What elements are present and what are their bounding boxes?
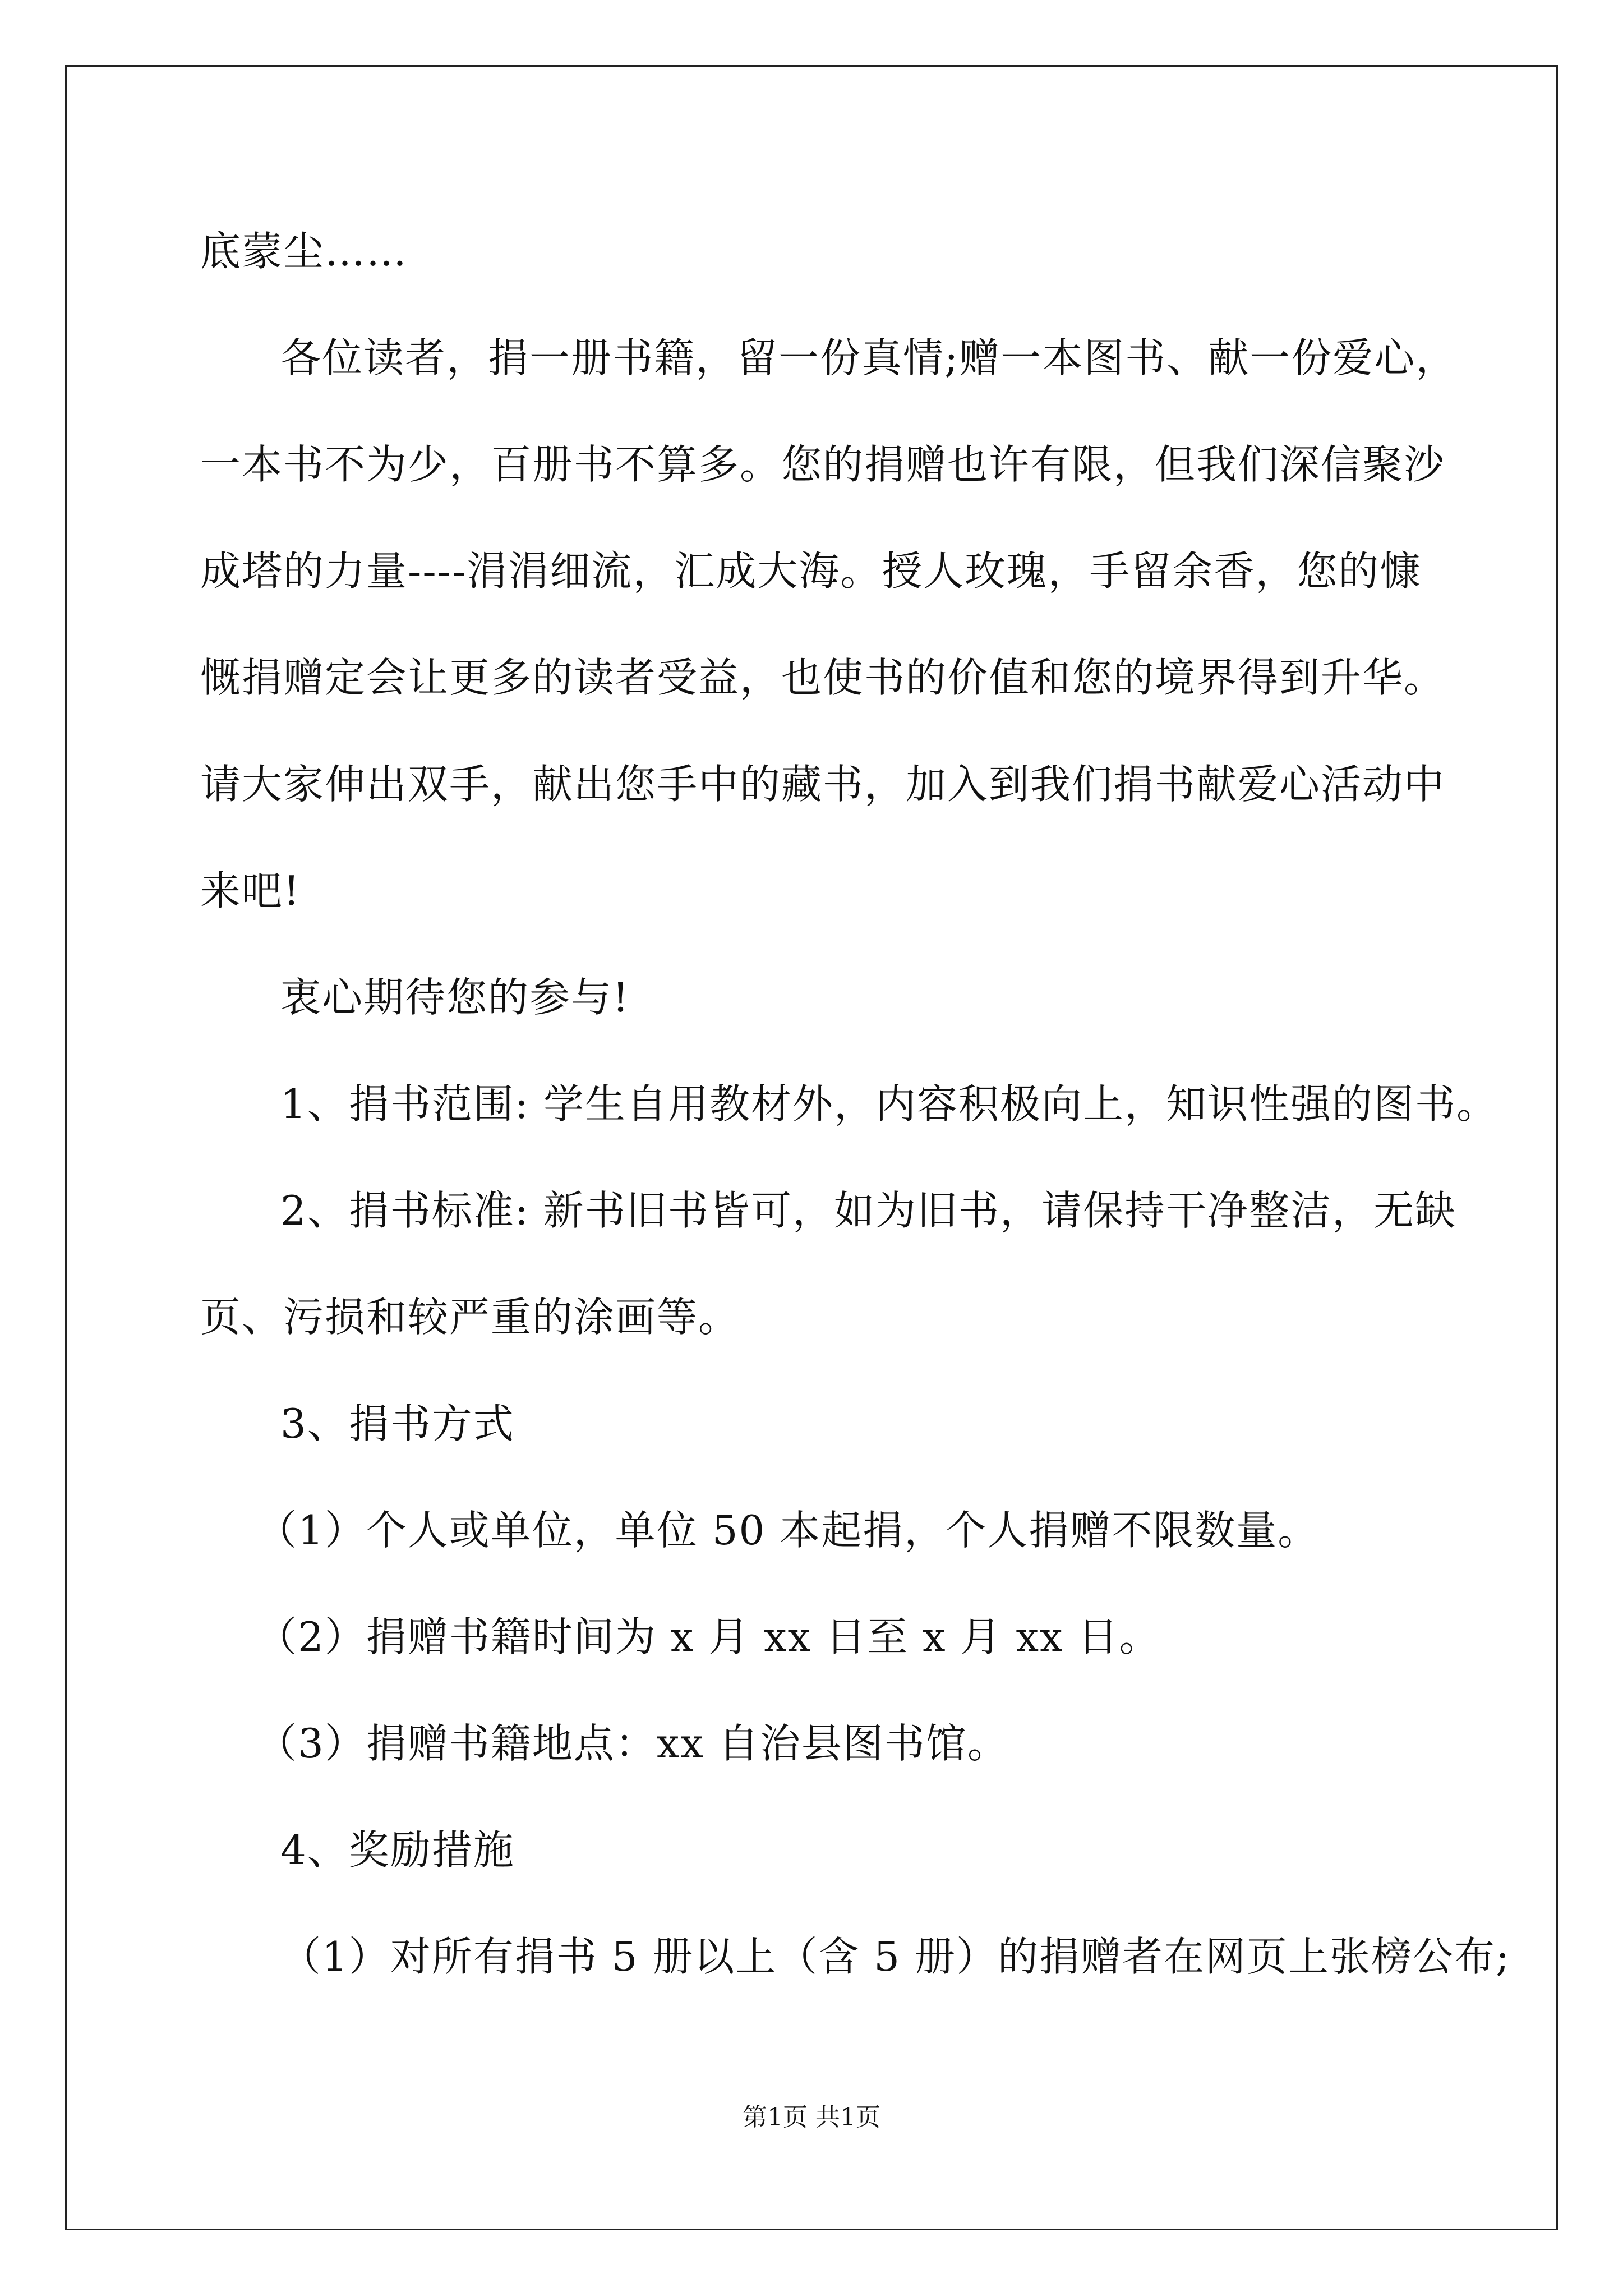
text-line: 1、捐书范围: 学生自用教材外，内容积极向上，知识性强的图书。 <box>280 1080 1498 1128</box>
text-line: （1）对所有捐书 5 册以上（含 5 册）的捐赠者在网页上张榜公布; <box>280 1933 1511 1980</box>
text-line: 2、捐书标准: 新书旧书皆可，如为旧书，请保持干净整洁，无缺 <box>280 1187 1456 1234</box>
text-line: 来吧! <box>200 867 301 914</box>
text-line: 衷心期待您的参与! <box>280 974 630 1021</box>
text-line: （2）捐赠书籍时间为 x 月 xx 日至 x 月 xx 日。 <box>256 1613 1161 1660</box>
text-line: 慨捐赠定会让更多的读者受益，也使书的价值和您的境界得到升华。 <box>200 654 1446 701</box>
page-footer: 第1页 共1页 <box>743 2103 880 2132</box>
text-line: 一本书不为少，百册书不算多。您的捐赠也许有限，但我们深信聚沙 <box>200 441 1446 488</box>
text-line: 各位读者，捐一册书籍，留一份真情;赠一本图书、献一份爱心， <box>280 334 1458 381</box>
text-line: 底蒙尘…… <box>200 228 408 275</box>
text-line: 3、捐书方式 <box>280 1400 515 1447</box>
text-line: 请大家伸出双手，献出您手中的藏书，加入到我们捐书献爱心活动中 <box>200 761 1446 808</box>
page-border <box>65 65 1558 2230</box>
text-line: （1）个人或单位，单位 50 本起捐，个人捐赠不限数量。 <box>256 1507 1320 1554</box>
text-line: （3）捐赠书籍地点：xx 自治县图书馆。 <box>256 1720 1009 1767</box>
text-line: 成塔的力量----涓涓细流，汇成大海。授人玫瑰，手留余香，您的慷 <box>200 547 1422 595</box>
text-line: 4、奖励措施 <box>280 1826 515 1874</box>
text-line: 页、污损和较严重的涂画等。 <box>200 1294 740 1341</box>
